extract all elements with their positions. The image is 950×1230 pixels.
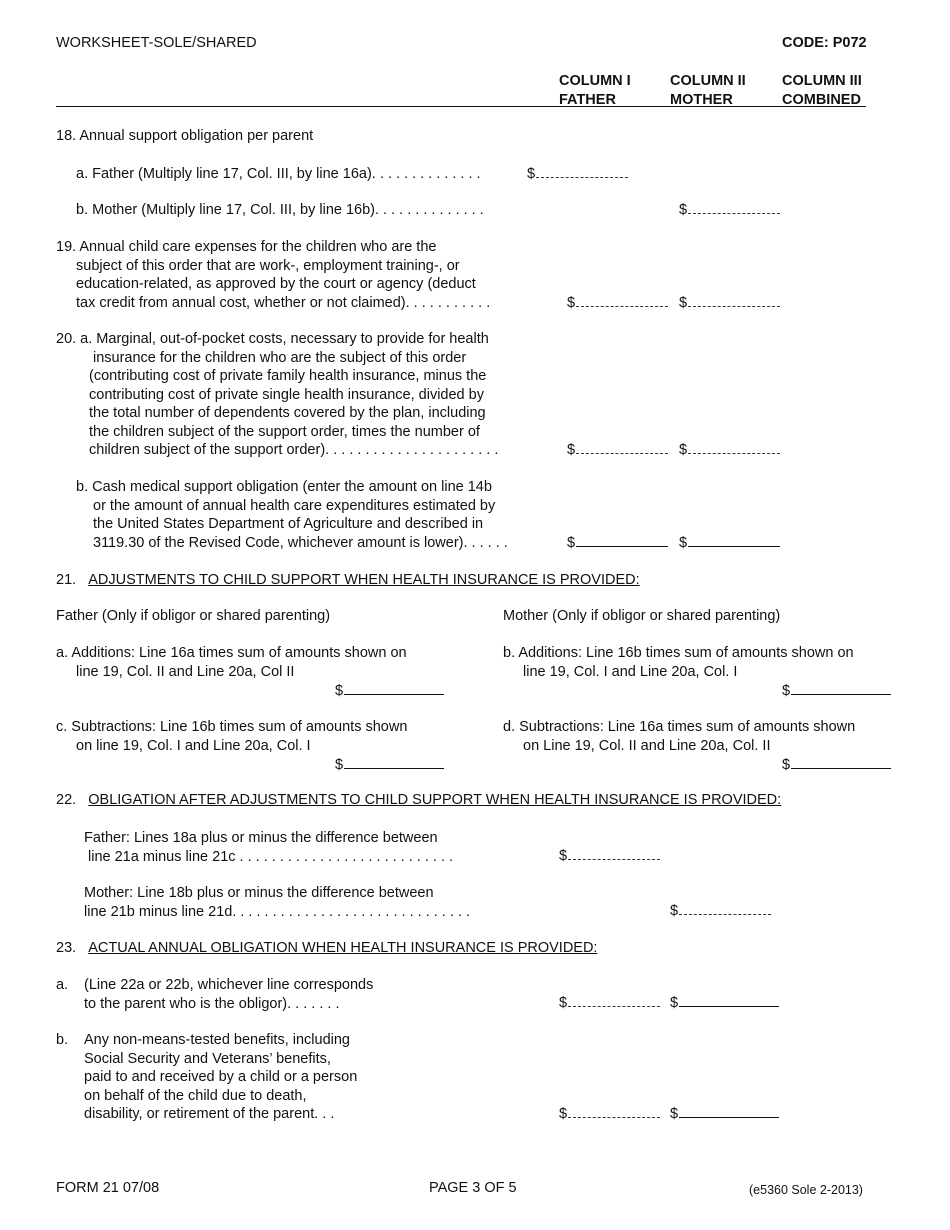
- line-22-father-label: Father: Lines 18a plus or minus the difference between line 21a minus line 21c . . . . . . . . . . . . . . . . . . . . . . . . . . .: [84, 830, 454, 865]
- line-20b-father-field[interactable]: $: [567, 534, 668, 552]
- line-23b-father-field[interactable]: $: [559, 1105, 660, 1123]
- line-18b-mother-field[interactable]: $: [679, 201, 780, 219]
- line-22-title: OBLIGATION AFTER ADJUSTMENTS TO CHILD SUPPORT WHEN HEALTH INSURANCE IS PROVIDED:: [88, 792, 782, 808]
- footer-page-number: PAGE 3 OF 5: [429, 1180, 517, 1196]
- line-21d-label: d. Subtractions: Line 16a times sum of amounts shown on Line 19, Col. II and Line 20a, Col. II: [503, 719, 856, 754]
- header-rule: [56, 106, 866, 107]
- line-21a-label: a. Additions: Line 16a times sum of amounts shown on line 19, Col. II and Line 20a, Col II: [56, 645, 407, 680]
- line-21c-label: c. Subtractions: Line 16b times sum of amounts shown on line 19, Col. I and Line 20a, Col. I: [56, 719, 408, 754]
- line-23b-number: b.: [56, 1032, 69, 1048]
- line-19-label: 19. Annual child care expenses for the children who are the subject of this order that are work-, employment training-, or education-related, as approved by the court or agency (deduct tax credit from annual cost, whether or not claimed). . . . . . . . . . .: [56, 239, 491, 311]
- line-18-title: 18. Annual support obligation per parent: [56, 128, 314, 144]
- line-21b-label: b. Additions: Line 16b times sum of amounts shown on line 19, Col. I and Line 20a, Col. I: [503, 645, 854, 680]
- line-19-father-field[interactable]: $: [567, 294, 668, 312]
- line-23b-label: Any non-means-tested benefits, including Social Security and Veterans’ benefits, paid to and received by a child or a person on behalf of the child due to death, disability, or retirement of the parent. . .: [84, 1032, 358, 1122]
- line-20a-mother-field[interactable]: $: [679, 441, 780, 459]
- footer-form-number: FORM 21 07/08: [56, 1180, 160, 1196]
- column-2-header: COLUMN II MOTHER: [670, 73, 746, 108]
- line-21d-field[interactable]: $: [782, 756, 891, 774]
- line-20a-father-field[interactable]: $: [567, 441, 668, 459]
- line-22-heading: 22. OBLIGATION AFTER ADJUSTMENTS TO CHILD SUPPORT WHEN HEALTH INSURANCE IS PROVIDED:: [56, 792, 782, 808]
- line-18a-label: a. Father (Multiply line 17, Col. III, by line 16a). . . . . . . . . . . . . .: [76, 166, 481, 182]
- column-3-header: COLUMN III COMBINED: [782, 73, 862, 108]
- line-22-mother-field[interactable]: $: [670, 902, 771, 920]
- line-23a-mother-field[interactable]: $: [670, 994, 779, 1012]
- line-23-title: ACTUAL ANNUAL OBLIGATION WHEN HEALTH INSURANCE IS PROVIDED:: [88, 940, 598, 956]
- line-20a-label: 20. a. Marginal, out-of-pocket costs, necessary to provide for health insurance for the children who are the subject of this order (contributing cost of private family health insurance, minus the contributing cost of private single health insurance, divided by the total number of dependents covered by the plan, including the children subject of the support order, times the number of children subject of the support order). . . . . . . . . . . . . . . . . . . . . .: [56, 331, 499, 458]
- line-23b-mother-field[interactable]: $: [670, 1105, 779, 1123]
- line-23a-father-field[interactable]: $: [559, 994, 660, 1012]
- line-21b-field[interactable]: $: [782, 682, 891, 700]
- line-21-heading: 21. ADJUSTMENTS TO CHILD SUPPORT WHEN HEALTH INSURANCE IS PROVIDED:: [56, 572, 640, 588]
- footer-document-code: (e5360 Sole 2-2013): [749, 1183, 863, 1197]
- line-19-mother-field[interactable]: $: [679, 294, 780, 312]
- line-21a-field[interactable]: $: [335, 682, 444, 700]
- line-23a-label: (Line 22a or 22b, whichever line corresponds to the parent who is the obligor). . . . . . .: [84, 977, 374, 1012]
- line-21-father-heading: Father (Only if obligor or shared parenting): [56, 608, 331, 624]
- line-18a-father-field[interactable]: $: [527, 165, 628, 183]
- form-code: CODE: P072: [782, 35, 867, 51]
- line-22-father-field[interactable]: $: [559, 847, 660, 865]
- line-20b-mother-field[interactable]: $: [679, 534, 780, 552]
- line-23a-number: a.: [56, 977, 69, 993]
- line-21-mother-heading: Mother (Only if obligor or shared parenting): [503, 608, 781, 624]
- line-20b-label: b. Cash medical support obligation (enter the amount on line 14b or the amount of annual health care expenditures estimated by the United States Department of Agriculture and described in 3119.30 of the Revised Code, whichever amount is lower). . . . . .: [76, 479, 508, 551]
- line-18b-label: b. Mother (Multiply line 17, Col. III, by line 16b). . . . . . . . . . . . . .: [76, 202, 484, 218]
- column-1-header: COLUMN I FATHER: [559, 73, 631, 108]
- worksheet-title: WORKSHEET-SOLE/SHARED: [56, 35, 257, 51]
- line-23-heading: 23. ACTUAL ANNUAL OBLIGATION WHEN HEALTH INSURANCE IS PROVIDED:: [56, 940, 598, 956]
- line-22-mother-label: Mother: Line 18b plus or minus the difference between line 21b minus line 21d. . . . . . . . . . . . . . . . . . . . . . . . . . . . . .: [84, 885, 471, 920]
- line-21c-field[interactable]: $: [335, 756, 444, 774]
- line-21-title: ADJUSTMENTS TO CHILD SUPPORT WHEN HEALTH INSURANCE IS PROVIDED:: [88, 572, 640, 588]
